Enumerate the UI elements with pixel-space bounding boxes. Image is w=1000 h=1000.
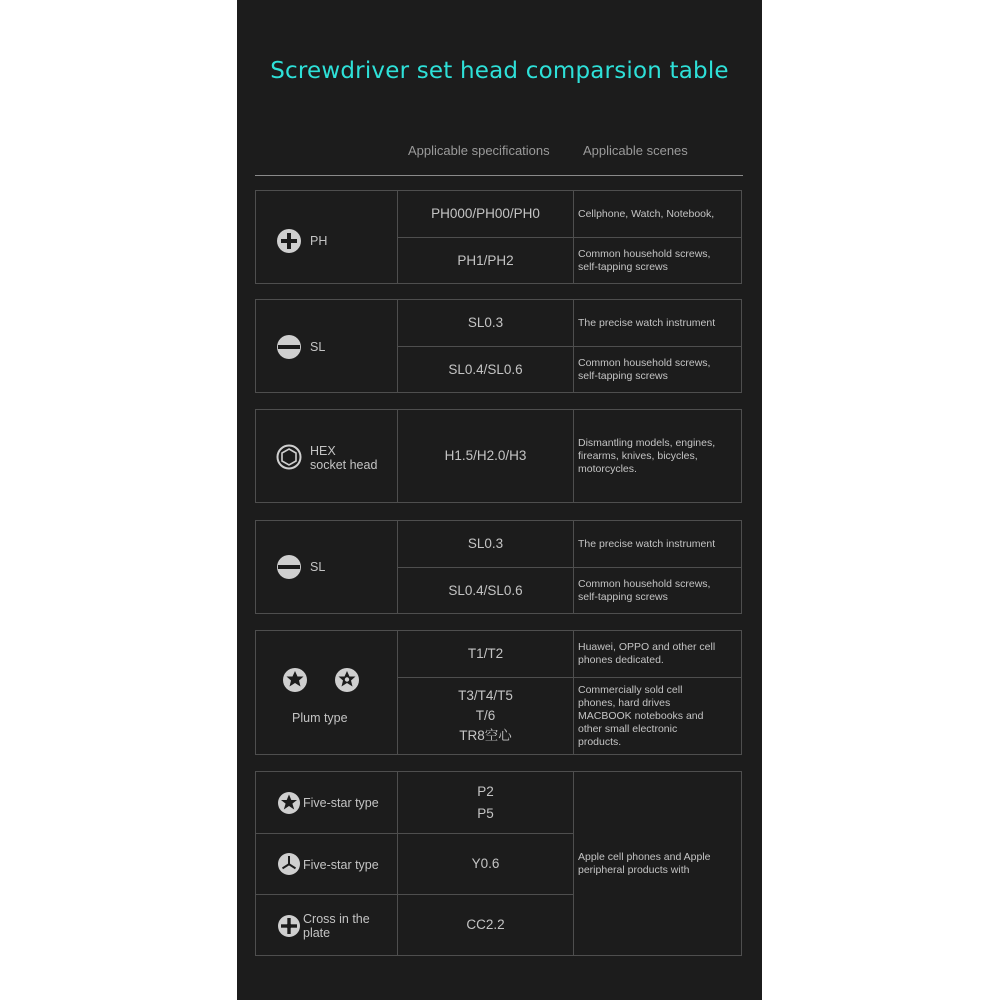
spec-cell: PH000/PH00/PH0	[397, 191, 573, 237]
spec-cell: SL0.4/SL0.6	[397, 346, 573, 392]
scene-cell: The precise watch instrument	[573, 300, 741, 346]
header-divider	[255, 175, 743, 176]
type-label: PH	[310, 234, 328, 248]
group-plum	[255, 630, 742, 755]
scene-cell: The precise watch instrument	[573, 521, 741, 567]
type-label: SL	[310, 340, 326, 354]
triwing-icon	[277, 852, 301, 876]
group-sl-2	[255, 520, 742, 614]
spec-cell: Y0.6	[397, 833, 573, 894]
header-scene: Applicable scenes	[583, 143, 688, 158]
scene-cell: Common household screws, self-tapping screws	[573, 567, 741, 613]
spec-cell	[397, 677, 573, 754]
cross-plate-icon	[277, 914, 301, 938]
scene-cell: Common household screws, self-tapping screws	[573, 346, 741, 392]
type-label: SL	[310, 560, 326, 574]
type-label: Plum type	[292, 711, 348, 725]
slotted-icon	[276, 334, 302, 360]
type-cell	[256, 833, 397, 894]
spec-cell: PH1/PH2	[397, 237, 573, 283]
torx-security-icon	[334, 667, 360, 693]
group-sl	[255, 299, 742, 393]
spec-line: TR8空心	[459, 728, 512, 743]
spec-cell	[397, 772, 573, 833]
group-five-star	[255, 771, 742, 956]
spec-line: T3/T4/T5	[458, 688, 513, 703]
type-label: Cross in the plate	[303, 912, 370, 940]
hex-icon	[276, 444, 302, 470]
spec-cell: SL0.3	[397, 300, 573, 346]
spec-cell: CC2.2	[397, 894, 573, 955]
scene-cell: Dismantling models, engines, firearms, knives, bicycles, motorcycles.	[573, 410, 741, 502]
spec-cell: SL0.3	[397, 521, 573, 567]
spec-cell: H1.5/H2.0/H3	[397, 410, 573, 502]
spec-line: P5	[477, 805, 494, 821]
page-title: Screwdriver set head comparsion table	[270, 58, 729, 84]
spec-line: T/6	[475, 708, 496, 723]
spec-cell: SL0.4/SL0.6	[397, 567, 573, 613]
slotted-icon	[276, 554, 302, 580]
group-hex	[255, 409, 742, 503]
type-label: Five-star type	[303, 796, 379, 810]
type-label: Five-star type	[303, 858, 379, 872]
type-label: HEX socket head	[310, 444, 378, 472]
spec-line: P2	[477, 783, 494, 799]
torx-icon	[282, 667, 308, 693]
scene-cell: Cellphone, Watch, Notebook,	[573, 191, 741, 237]
scene-cell: Commercially sold cell phones, hard drives MACBOOK notebooks and other small electronic products.	[573, 677, 741, 754]
scene-cell: Huawei, OPPO and other cell phones dedicated.	[573, 631, 741, 677]
scene-cell: Common household screws, self-tapping screws	[573, 237, 741, 283]
spec-cell: T1/T2	[397, 631, 573, 677]
comparison-panel	[237, 0, 762, 1000]
phillips-icon	[276, 228, 302, 254]
header-spec: Applicable specifications	[408, 143, 550, 158]
pentalobe-icon	[277, 791, 301, 815]
group-ph	[255, 190, 742, 284]
type-cell	[256, 894, 397, 955]
scene-cell: Apple cell phones and Apple peripheral products with	[573, 772, 741, 955]
